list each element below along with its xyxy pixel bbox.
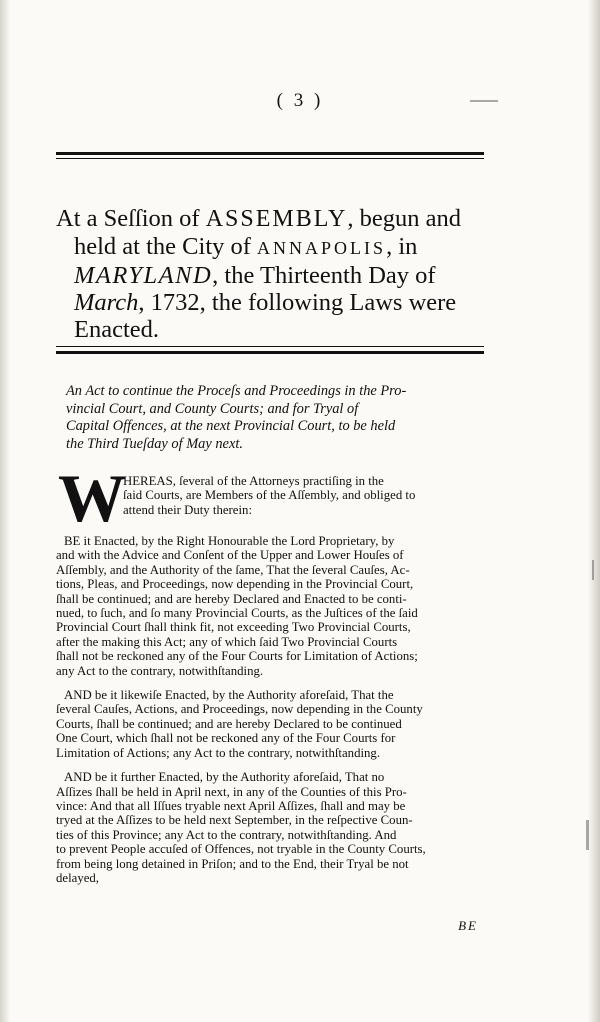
text-line: ties of this Province; any Act to the contrary, notwithſtanding. And bbox=[56, 827, 397, 842]
act-body bbox=[56, 460, 484, 885]
text-line: Courts, ſhall be continued; and are hereby Declared to be continued bbox=[56, 716, 402, 731]
text-line: vince: And that all Iſſues tryable next April Aſſizes, ſhall and may be bbox=[56, 798, 406, 813]
page-edge-shadow bbox=[588, 0, 600, 1022]
text-line: and with the Advice and Conſent of the Upper and Lower Houſes of bbox=[56, 548, 404, 563]
opening-text bbox=[123, 474, 484, 517]
mid-rule-thick bbox=[56, 351, 484, 354]
top-rule-thick bbox=[56, 152, 484, 155]
heading-line: Enacted. bbox=[74, 316, 160, 343]
heading-line: At a Seſſion of ASSEMBLY, begun and bbox=[56, 205, 461, 232]
page-number: ( 3 ) bbox=[276, 90, 324, 111]
text-line: tryed at the Aſſizes to be held next September, in the reſpective Coun- bbox=[56, 813, 413, 828]
text-line: ſhall be continued; and are hereby Declared and Enacted to be conti- bbox=[56, 591, 407, 606]
session-heading bbox=[56, 205, 496, 343]
text-line: One Court, which ſhall not be reckoned any of the Four Courts for bbox=[56, 731, 396, 746]
act-title-line: vincial Court, and County Courts; and for Tryal of bbox=[66, 400, 359, 417]
text-line: to prevent People accuſed of Offences, not tryable in the County Courts, bbox=[56, 842, 426, 857]
text-line: HEREAS, ſeveral of the Attorneys practiſing in the bbox=[123, 474, 384, 488]
print-fleck bbox=[592, 560, 594, 580]
mid-rule-thin bbox=[56, 346, 484, 347]
text-line: Aſſizes ſhall be held in April next, in any of the Counties of this Pro- bbox=[56, 784, 407, 799]
act-title-line: Capital Offences, at the next Provincial Court, to be held bbox=[66, 418, 396, 434]
text-line: Aſſembly, and the Authority of the ſame, That the ſeveral Cauſes, Ac- bbox=[56, 562, 410, 577]
text-line: tions, Pleas, and Proceedings, now depending in the Provincial Court, bbox=[56, 577, 414, 592]
opening-paragraph bbox=[56, 460, 484, 536]
heading-line: held at the City of ANNAPOLIS, in bbox=[74, 233, 418, 260]
text-line: ſaid Courts, are Members of the Aſſembly, and obliged to bbox=[123, 488, 416, 503]
catchword: BE bbox=[458, 918, 478, 933]
text-line: attend their Duty therein: bbox=[123, 502, 252, 517]
page-gutter-shadow bbox=[0, 0, 10, 1022]
text-line: after the making this Act; any of which ſaid Two Provincial Courts bbox=[56, 634, 398, 649]
text-line: AND be it further Enacted, by the Authority aforeſaid, That no bbox=[64, 770, 385, 785]
paragraph-county-courts bbox=[56, 688, 484, 760]
act-title bbox=[66, 383, 481, 453]
text-line: delayed, bbox=[56, 870, 99, 885]
text-line: ſhall not be reckoned any of the Four Courts for Limitation of Actions; bbox=[56, 649, 418, 664]
text-line: any Act to the contrary, notwithſtanding. bbox=[56, 663, 264, 678]
text-line: nued, to ſuch, and ſo many Provincial Courts, as the Juſtices of the ſaid bbox=[56, 606, 418, 621]
paragraph-assizes bbox=[56, 770, 484, 885]
heading-line: MARYLAND, the Thirteenth Day of bbox=[74, 262, 436, 289]
act-title-line: the Third Tueſday of May next. bbox=[66, 435, 243, 452]
text-line: AND be it likewiſe Enacted, by the Authority aforeſaid, That the bbox=[64, 688, 394, 703]
text-line: Limitation of Actions; any Act to the contrary, notwithſtanding. bbox=[56, 745, 381, 760]
paragraph-enacting bbox=[56, 534, 484, 678]
text-line: Provincial Court ſhall think fit, not exceeding Two Provincial Courts, bbox=[56, 620, 411, 635]
text-line: ſeveral Cauſes, Actions, and Proceedings, now depending in the County bbox=[56, 702, 423, 717]
act-title-line: An Act to continue the Proceſs and Proceedings in the Pro- bbox=[66, 383, 407, 399]
heading-line: March, 1732, the following Laws were bbox=[74, 289, 457, 316]
print-fleck bbox=[586, 820, 589, 850]
drop-cap: W bbox=[58, 460, 126, 536]
print-fleck bbox=[470, 100, 498, 102]
top-rule-thin bbox=[56, 158, 484, 159]
text-line: from being long detained in Priſon; and to the End, their Tryal be not bbox=[56, 856, 409, 871]
text-line: BE it Enacted, by the Right Honourable the Lord Proprietary, by bbox=[64, 534, 395, 548]
